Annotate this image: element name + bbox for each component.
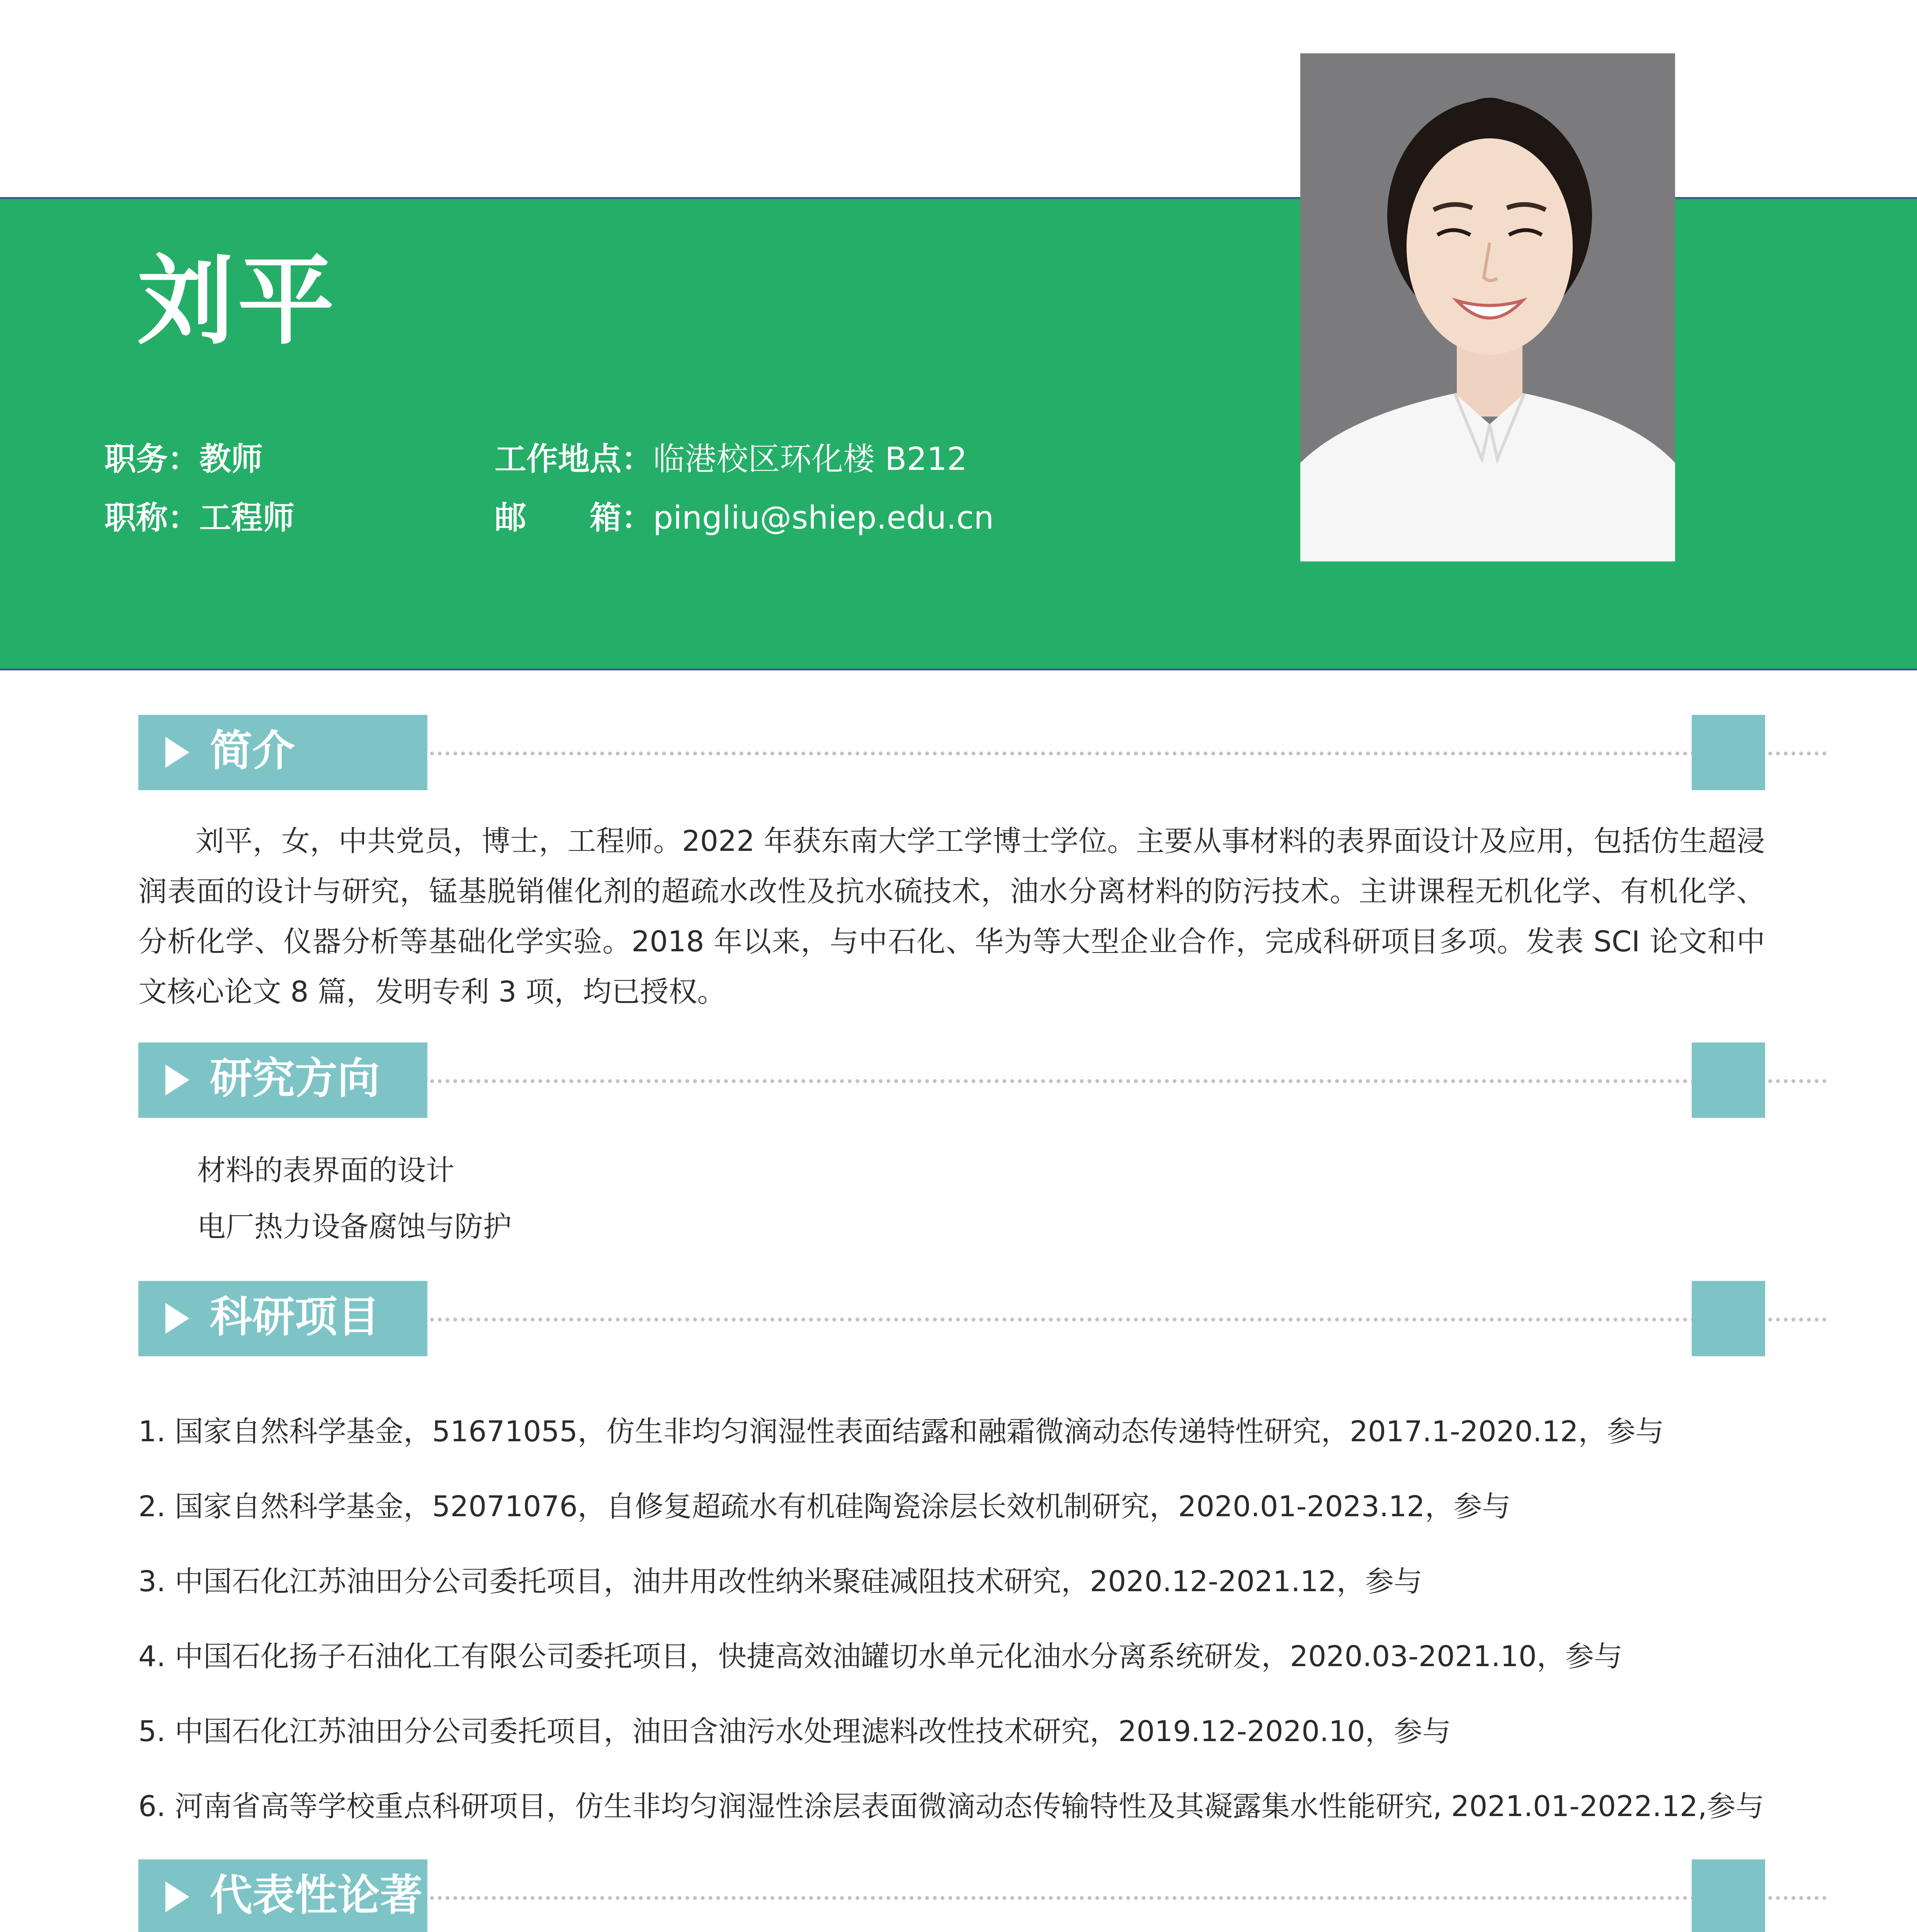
portrait-photo xyxy=(1300,53,1675,561)
title-label: 职称： xyxy=(104,500,200,536)
section-end-marker xyxy=(1692,1859,1765,1932)
person-name: 刘平 xyxy=(137,245,338,357)
dotted-divider xyxy=(430,1896,1827,1900)
dotted-divider xyxy=(430,752,1827,755)
section-title-projects: 科研项目 xyxy=(210,1292,380,1342)
email-label: 邮 箱： xyxy=(495,500,653,536)
project-item: 3. 中国石化江苏油田分公司委托项目，油井用改性纳米聚硅减阻技术研究，2020.12-2021.12，参与 xyxy=(138,1565,1422,1598)
section-header-research xyxy=(138,1043,1765,1118)
triangle-bullet-icon xyxy=(165,1881,189,1912)
research-item: 电厂热力设备腐蚀与防护 xyxy=(197,1210,512,1243)
section-end-marker xyxy=(1692,715,1765,790)
location-label: 工作地点： xyxy=(495,441,653,478)
title-row xyxy=(104,502,294,534)
dotted-divider xyxy=(430,1318,1827,1321)
project-item: 2. 国家自然科学基金，52071076，自修复超疏水有机硅陶瓷涂层长效机制研究，2020.01-2023.12，参与 xyxy=(138,1490,1511,1523)
portrait-illustration xyxy=(1300,53,1675,561)
section-header-projects xyxy=(138,1281,1765,1356)
location-row xyxy=(495,441,967,478)
triangle-bullet-icon xyxy=(165,737,189,768)
title-value: 工程师 xyxy=(199,500,295,536)
project-item: 6. 河南省高等学校重点科研项目，仿生非均匀润湿性涂层表面微滴动态传输特性及其凝露集水性能研究, 2021.01-2022.12,参与 xyxy=(138,1790,1764,1823)
project-item: 5. 中国石化江苏油田分公司委托项目，油田含油污水处理滤料改性技术研究，2019.12-2020.10，参与 xyxy=(138,1715,1451,1748)
position-row xyxy=(104,441,263,478)
triangle-bullet-icon xyxy=(165,1065,189,1095)
position-label: 职务： xyxy=(104,441,200,478)
email-value: pingliu@shiep.edu.cn xyxy=(653,500,994,536)
project-item: 1. 国家自然科学基金，51671055，仿生非均匀润湿性表面结露和融霜微滴动态传递特性研究，2017.1-2020.12，参与 xyxy=(138,1415,1664,1448)
project-item: 4. 中国石化扬子石油化工有限公司委托项目，快捷高效油罐切水单元化油水分离系统研发，2020.03-2021.10，参与 xyxy=(138,1640,1623,1673)
position-value: 教师 xyxy=(199,441,263,478)
section-title-publications: 代表性论著 xyxy=(210,1871,422,1920)
section-title-intro: 简介 xyxy=(210,726,295,776)
dotted-divider xyxy=(430,1079,1827,1083)
section-end-marker xyxy=(1692,1043,1765,1118)
email-row xyxy=(495,502,994,534)
research-item: 材料的表界面的设计 xyxy=(197,1154,454,1187)
section-title-research: 研究方向 xyxy=(210,1054,380,1103)
section-end-marker xyxy=(1692,1281,1765,1356)
location-value: 临港校区环化楼 B212 xyxy=(653,441,967,478)
section-header-publications xyxy=(138,1859,1765,1932)
section-header-intro xyxy=(138,715,1765,790)
intro-paragraph: 刘平，女，中共党员，博士，工程师。2022 年获东南大学工学博士学位。主要从事材料的表界面设计及应用，包括仿生超浸润表面的设计与研究，锰基脱销催化剂的超疏水改性及抗水硫技术，油水分离材料的防污技术。主讲课程无机化学、有机化学、分析化学、仪器分析等基础化学实验。2018 年以来，与中石化、华为等大型企业合作，完成科研项目多项。发表 SCI 论文和中文核心论文 8 篇，发明专利 3 项，均已授权。 xyxy=(138,825,1765,1009)
triangle-bullet-icon xyxy=(165,1303,189,1334)
